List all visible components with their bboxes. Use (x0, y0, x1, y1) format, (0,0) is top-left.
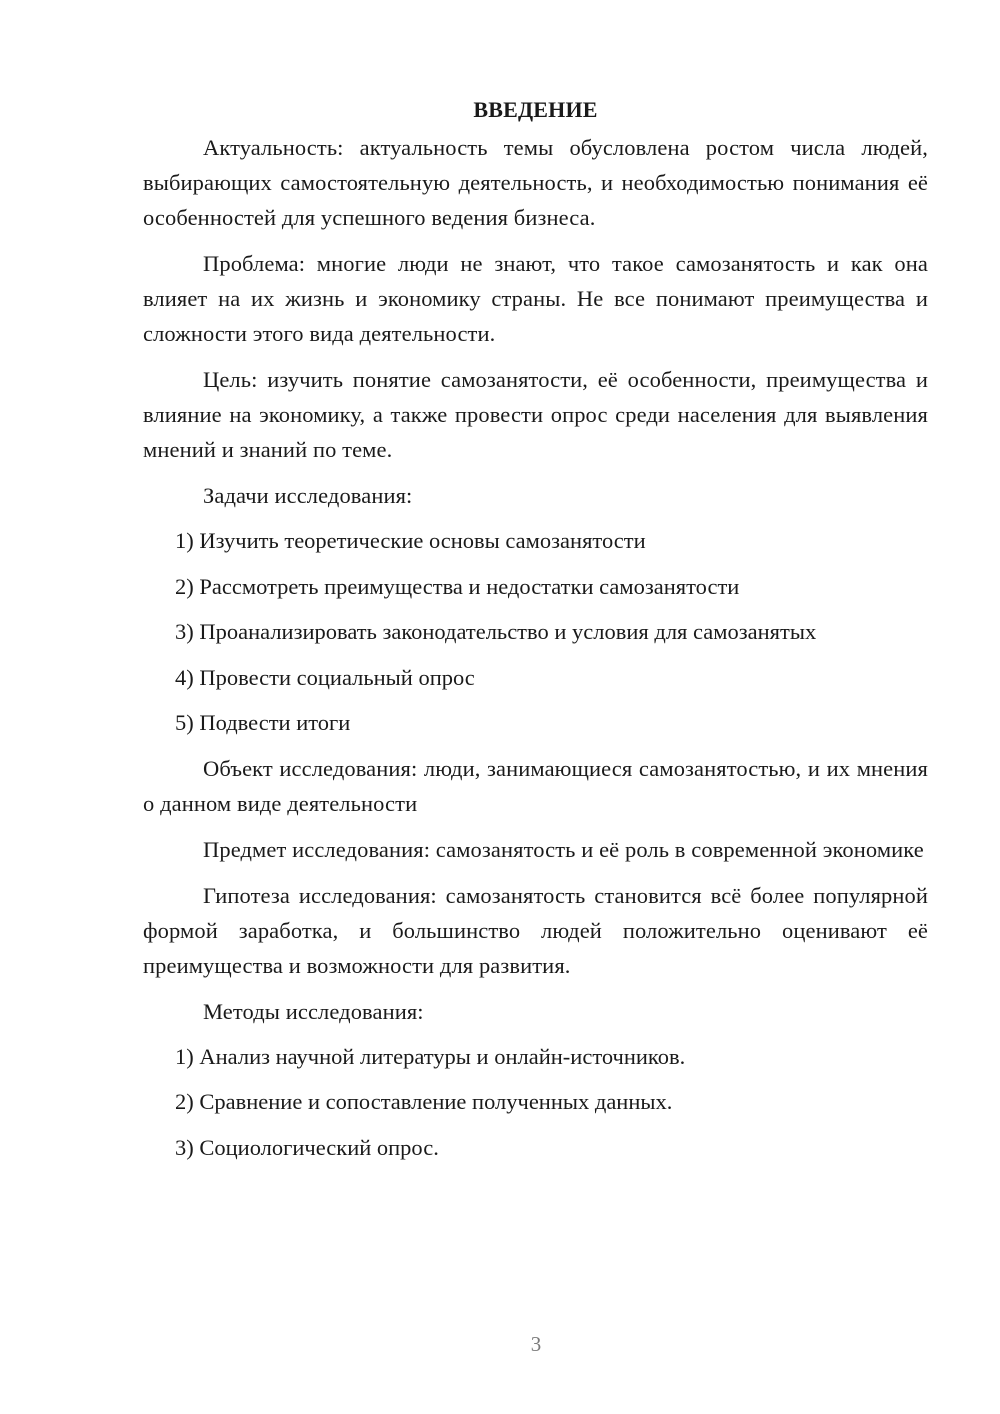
list-item: 1) Изучить теоретические основы самозанятости (175, 528, 646, 553)
goal-paragraph: Цель: изучить понятие самозанятости, её особенности, преимущества и влияние на экономику, а также провести опрос среди населения для выявления мнений и знаний по теме. (143, 367, 928, 462)
list-item: 2) Рассмотреть преимущества и недостатки самозанятости (175, 573, 740, 599)
list-item: 3) Социологический опрос. (175, 1134, 439, 1160)
list-item: 4) Провести социальный опрос (175, 664, 475, 690)
hypothesis-paragraph: Гипотеза исследования: самозанятость становится всё более популярной формой заработка, и большинство людей положительно оценивают её преимущества и возможности для развития. (143, 882, 928, 978)
tasks-title: Задачи исследования: (203, 483, 413, 508)
page-number: 3 (530, 1332, 542, 1356)
tasks-list (143, 523, 928, 740)
list-item: 1) Анализ научной литературы и онлайн-источников. (175, 1043, 686, 1069)
relevance-paragraph: Актуальность: актуальность темы обусловлена ростом числа людей, выбирающих самостоятельную деятельность, и необходимостью понимания её особенностей для успешного ведения бизнеса. (143, 135, 928, 230)
object-paragraph: Объект исследования: люди, занимающиеся самозанятостью, и их мнения о данном виде деятельности (143, 755, 928, 816)
list-item: 3) Проанализировать законодательство и условия для самозанятых (175, 619, 817, 644)
list-item: 5) Подвести итоги (175, 710, 351, 735)
subject-paragraph: Предмет исследования: самозанятость и её роль в современной экономике (203, 836, 924, 862)
document-page (143, 92, 928, 1175)
methods-title: Методы исследования: (203, 998, 424, 1024)
section-heading: ВВЕДЕНИЕ (473, 97, 598, 122)
problem-paragraph: Проблема: многие люди не знают, что такое самозанятость и как она влияет на их жизнь и экономику страны. Не все понимают преимущества и сложности этого вида деятельности. (143, 251, 928, 346)
methods-list (143, 1039, 928, 1165)
list-item: 2) Сравнение и сопоставление полученных данных. (175, 1089, 673, 1114)
